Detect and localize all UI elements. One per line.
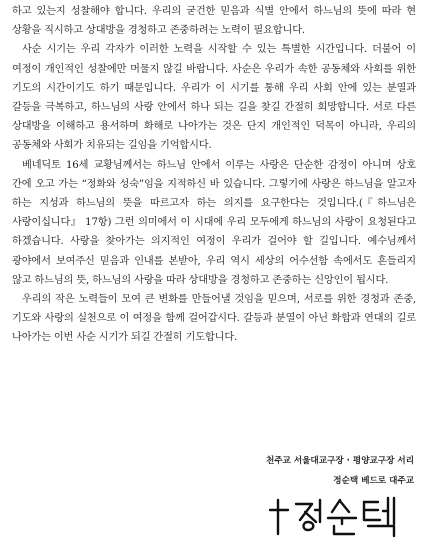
paragraph-4: 우리의 작은 노력들이 모여 큰 변화를 만들어낼 것임을 믿으며, 서로를 위한 경청과 존중, 기도와 사랑의 실천으로 이 여정을 함께 걸어갑시다. 갈등과 분열이 아닌 화합과 연대의 길로 나아가는 이번 사순 시기가 되길 간절히 기도합니다. xyxy=(12,294,416,344)
signature-block xyxy=(174,454,414,538)
paragraph-3: 베네딕토 16세 교황님께서는 하느님 안에서 이루는 사랑은 단순한 감정이 아니며 상호 간에 오고 가는 “정화와 성숙”임을 지적하신 바 있습니다. 그렇기에 사랑은 하느님을 알고자 하는 지성과 하느님의 뜻을 따르고자 하는 의지를 요구한다는 것입니다.(『하느님은 사랑이십니다』 17항) 그런 의미에서 이 시대에 우리 모두에게 하느님의 사랑이 요청된다고 하겠습니다. 사랑을 찾아가는 의지적인 여정이 우리가 걸어야 할 길입니다. 예수님께서 광야에서 보여주신 믿음과 인내를 본받아, 우리 역시 세상의 어수선함 속에서도 흔들리지 않고 하느님의 뜻, 하느님의 사랑을 따라 상대방을 경청하고 존중하는 신앙인이 됩시다. xyxy=(12,159,416,286)
handwritten-signature xyxy=(264,492,414,538)
paragraph-1: 하고 있는지 성찰해야 합니다. 우리의 굳건한 믿음과 식별 안에서 하느님의 뜻에 따라 현 상황을 직시하고 상대방을 경청하고 존중하려는 노력이 필요합니다. xyxy=(12,6,416,37)
signer-title: 천주교 서울대교구장 · 평양교구장 서리 xyxy=(265,456,414,466)
letter-body xyxy=(12,2,416,348)
signer-name: 정순택 베드로 대주교 xyxy=(333,476,414,486)
paragraph-2: 사순 시기는 우리 각자가 이러한 노력을 시작할 수 있는 특별한 시간입니다. 더불어 이 여정이 개인적인 성찰에만 머물지 않길 바랍니다. 사순은 우리가 속한 공동체와 사회를 위한 기도의 시간이기도 하기 때문입니다. 우리가 이 시기를 통해 우리 사회 안에 있는 분열과 갈등을 극복하고, 하느님의 사랑 안에서 하나 되는 길을 찾길 간절히 희망합니다. 서로 다른 상대방을 이해하고 용서하며 화해로 나아가는 것은 단지 개인적인 덕목이 아니라, 우리의 공동체와 사회가 치유되는 길임을 기억합시다. xyxy=(12,44,416,152)
